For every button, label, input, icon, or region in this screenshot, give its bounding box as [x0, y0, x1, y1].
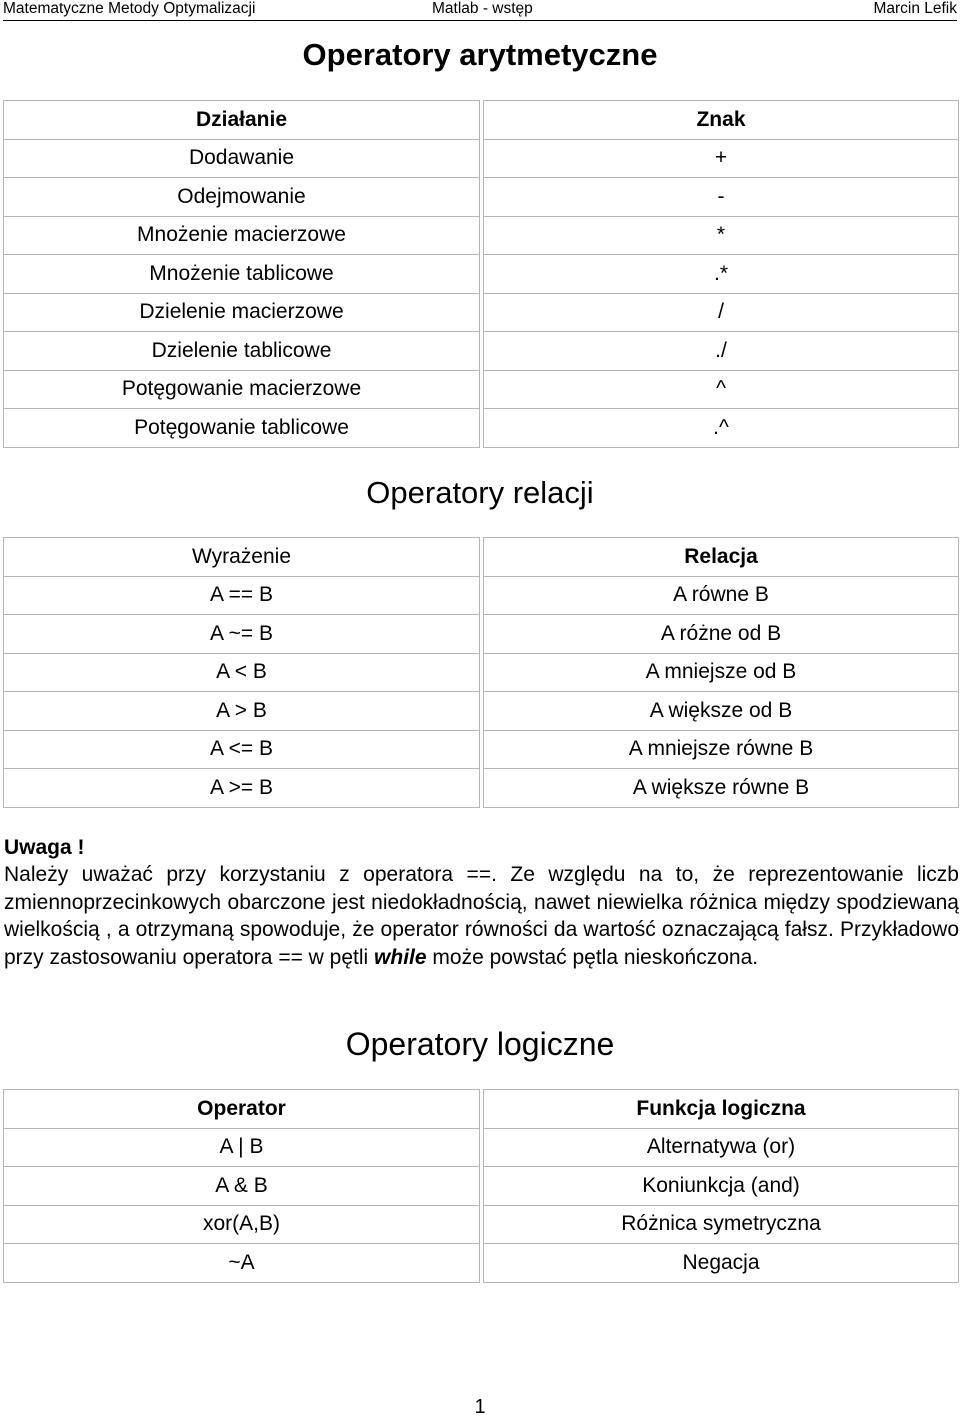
cell-col2: ./ [484, 332, 959, 371]
keyword-while: while [374, 945, 427, 969]
cell-col1: A < B [4, 653, 480, 692]
note-title: Uwaga ! [4, 836, 85, 859]
header-author: Marcin Lefik [873, 0, 957, 17]
logical-table [3, 1089, 959, 1283]
cell-col1: ~A [4, 1244, 480, 1283]
table-header-row [4, 101, 959, 140]
table-row [4, 615, 959, 654]
cell-col1: A == B [4, 576, 480, 615]
logical-title: Operatory logiczne [345, 1026, 615, 1062]
cell-col1: xor(A,B) [4, 1205, 480, 1244]
table-row [4, 139, 959, 178]
cell-col1: Potęgowanie tablicowe [4, 409, 480, 448]
cell-col2: Różnica symetryczna [484, 1205, 959, 1244]
cell-col1: Dzielenie macierzowe [4, 293, 480, 332]
arithmetic-title: Operatory arytmetyczne [302, 37, 658, 72]
column-header: Funkcja logiczna [484, 1090, 959, 1129]
cell-col2: .* [484, 255, 959, 294]
table-row [4, 769, 959, 808]
table-row [4, 1128, 959, 1167]
table-row [4, 1205, 959, 1244]
cell-col2: Alternatywa (or) [484, 1128, 959, 1167]
cell-col2: A mniejsze równe B [484, 730, 959, 769]
cell-col2: A mniejsze od B [484, 653, 959, 692]
table-row [4, 332, 959, 371]
column-header: Operator [4, 1090, 480, 1129]
column-header: Relacja [484, 538, 959, 577]
cell-col2: / [484, 293, 959, 332]
warning-note [4, 834, 959, 971]
table-row [4, 255, 959, 294]
cell-col2: A większe równe B [484, 769, 959, 808]
cell-col2: A równe B [484, 576, 959, 615]
table-row [4, 216, 959, 255]
column-header: Wyrażenie [4, 538, 480, 577]
table-row [4, 1167, 959, 1206]
cell-col2: Negacja [484, 1244, 959, 1283]
table-header-row [4, 1090, 959, 1129]
cell-col2: + [484, 139, 959, 178]
table-row [4, 370, 959, 409]
cell-col1: A & B [4, 1167, 480, 1206]
header-topic: Matlab - wstęp [432, 0, 533, 17]
arithmetic-table [3, 100, 959, 448]
table-row [4, 293, 959, 332]
relational-table [3, 537, 959, 808]
cell-col1: A >= B [4, 769, 480, 808]
cell-col2: - [484, 178, 959, 217]
cell-col1: Mnożenie tablicowe [4, 255, 480, 294]
table-row [4, 178, 959, 217]
cell-col1: Dzielenie tablicowe [4, 332, 480, 371]
table-row [4, 730, 959, 769]
page-header [3, 0, 957, 21]
table-row [4, 653, 959, 692]
cell-col1: Odejmowanie [4, 178, 480, 217]
cell-col2: A różne od B [484, 615, 959, 654]
relational-title: Operatory relacji [366, 475, 594, 510]
cell-col2: .^ [484, 409, 959, 448]
cell-col2: * [484, 216, 959, 255]
cell-col1: A | B [4, 1128, 480, 1167]
cell-col1: A > B [4, 692, 480, 731]
column-header: Znak [484, 101, 959, 140]
page-number: 1 [474, 1396, 486, 1418]
cell-col2: A większe od B [484, 692, 959, 731]
cell-col2: ^ [484, 370, 959, 409]
note-paragraph: Należy uważać przy korzystaniu z operatora ==. Ze względu na to, że reprezentowanie liczb zmiennoprzecinkowych obarczone jest niedokładnością, nawet niewielka różnica między spodziewaną wielkością , a otrzymaną spowoduje, że operator równości da wartość oznaczającą fałsz. Przykładowo przy zastosowaniu operatora == w pętli while może powstać pętla nieskończona. [4, 863, 959, 969]
cell-col1: Mnożenie macierzowe [4, 216, 480, 255]
header-course: Matematyczne Metody Optymalizacji [3, 0, 256, 17]
table-row [4, 692, 959, 731]
cell-col1: Dodawanie [4, 139, 480, 178]
column-header: Działanie [4, 101, 480, 140]
table-row [4, 576, 959, 615]
cell-col1: Potęgowanie macierzowe [4, 370, 480, 409]
cell-col1: A ~= B [4, 615, 480, 654]
cell-col2: Koniunkcja (and) [484, 1167, 959, 1206]
table-row [4, 1244, 959, 1283]
table-header-row [4, 538, 959, 577]
table-row [4, 409, 959, 448]
cell-col1: A <= B [4, 730, 480, 769]
